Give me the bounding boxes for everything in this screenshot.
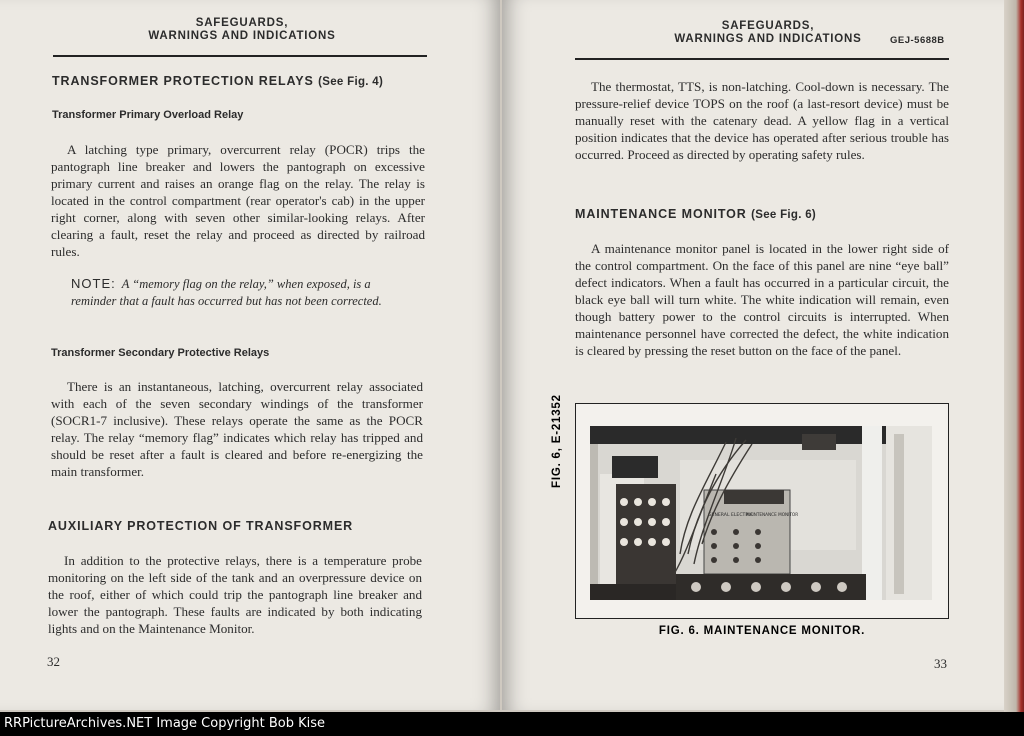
paragraph-maintenance-monitor: A maintenance monitor panel is located in the lower right side of the control compartment. On the face of this panel are nine “eye ball” defect indicators. When a fault has occurred in a particular circuit, the black eye ball will turn white. The white indication will remain, even though battery power to the control circuits is interrupted. When maintenance personnel have corrected the defect, the white indication is cleared by pressing the reset button on the face of the panel. <box>575 241 949 358</box>
paragraph-thermostat: The thermostat, TTS, is non-latching. Cool-down is necessary. The pressure-relief device TOPS on the roof (a last-resort device) must be manually reset with the catenary dead. A yellow flag in a vertical position indicates that the device has operated after serious trouble has occurred. Proceed as directed by operating safety rules. <box>575 79 949 162</box>
header-rule <box>53 55 427 57</box>
right-running-head <box>658 20 878 46</box>
copyright-footer <box>0 712 1024 736</box>
running-head-line2: WARNINGS AND INDICATIONS <box>674 33 862 45</box>
section-title-transformer-protection: TRANSFORMER PROTECTION RELAYS (See Fig. 4) <box>52 74 384 88</box>
figure-photo <box>575 403 949 619</box>
paragraph-primary-relay: A latching type primary, overcurrent relay (POCR) trips the pantograph line breaker and lowers the pantograph on excessive primary current and raises an orange flag on the relay. The relay is located in the control compartment (rear operator's cab) in the upper right corner, along with seven other similar-looking relays. After clearing a fault, reset the relay and proceed as directed by railroad rules. <box>51 142 425 259</box>
subsection-title-secondary-relays: Transformer Secondary Protective Relays <box>51 347 270 359</box>
left-running-head <box>130 17 354 43</box>
subsection-title-primary-relay: Transformer Primary Overload Relay <box>52 109 244 121</box>
maintenance-monitor-photo <box>576 404 945 615</box>
running-head-line1: SAFEGUARDS, <box>721 20 815 32</box>
book-edge <box>1004 0 1024 712</box>
note-label: NOTE: <box>71 276 116 291</box>
running-head-line2: WARNINGS AND INDICATIONS <box>148 30 336 42</box>
page-number-left: 32 <box>47 654 60 669</box>
note-text: A “memory flag on the relay,” when exposed, is a reminder that a fault has occurred but has not been corrected. <box>71 277 382 308</box>
copyright-text: RRPictureArchives.NET Image Copyright Bob Kise <box>4 716 325 731</box>
document-number: GEJ-5688B <box>890 35 945 46</box>
paragraph-auxiliary-protection: In addition to the protective relays, there is a temperature probe monitoring on the left side of the tank and an overpressure device on the roof, either of which could trip the pantograph line breaker and lower the pantograph. These faults are indicated by both indicating lights and on the Maintenance Monitor. <box>48 553 422 636</box>
figure-caption: FIG. 6. MAINTENANCE MONITOR. <box>658 625 866 637</box>
left-page <box>0 0 500 710</box>
panel-brand-text: GENERAL ELECTRIC <box>708 513 754 518</box>
section-title-maintenance-monitor: MAINTENANCE MONITOR (See Fig. 6) <box>575 207 817 221</box>
running-head-line1: SAFEGUARDS, <box>195 17 289 29</box>
header-rule <box>575 58 949 60</box>
panel-title-text: MAINTENANCE MONITOR <box>746 512 799 517</box>
page-number-right: 33 <box>934 656 947 671</box>
section-title-auxiliary-protection: AUXILIARY PROTECTION OF TRANSFORMER <box>48 519 354 533</box>
paragraph-secondary-relays: There is an instantaneous, latching, overcurrent relay associated with each of the seven secondary windings of the transformer (SOCR1-7 inclusive). These relays operate the same as the POCR relay. The relay “memory flag” indicates which relay has tripped and should be reset after a fault is cleared and before re-energizing the main transformer. <box>51 379 423 479</box>
note-block <box>71 275 401 310</box>
